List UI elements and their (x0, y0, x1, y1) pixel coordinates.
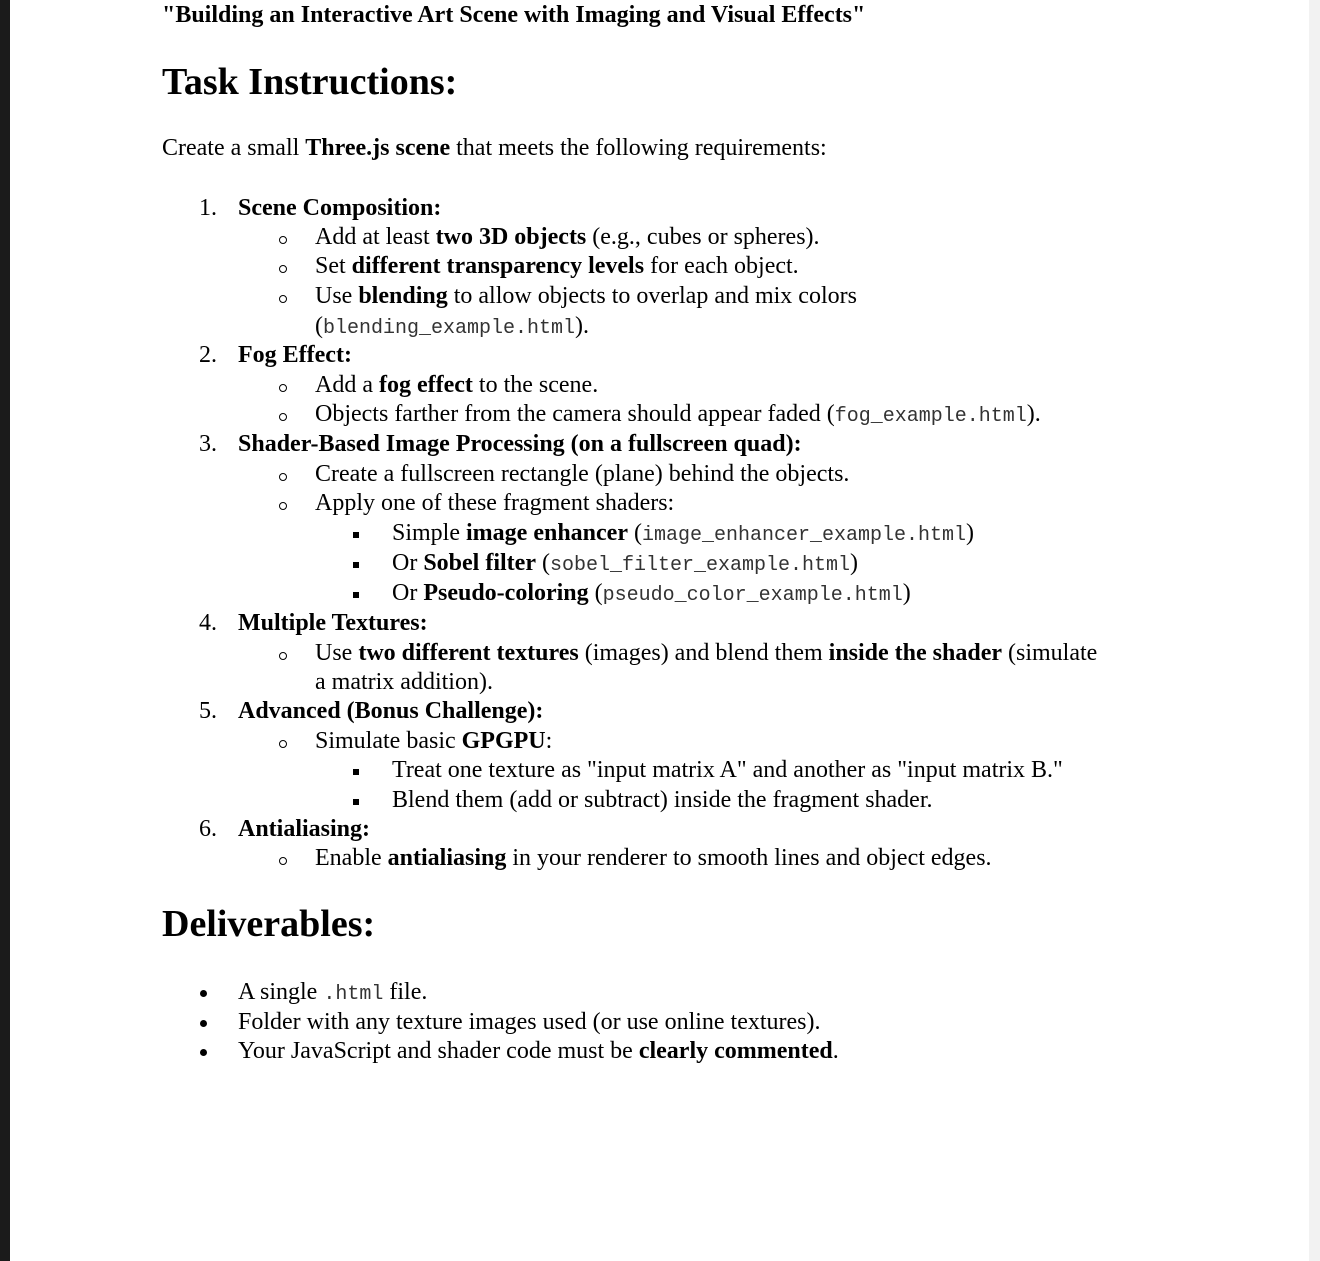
section-title-text: Fog Effect: (238, 342, 352, 368)
item-text: : (545, 728, 553, 754)
item-bold: two 3D objects (435, 224, 587, 250)
intro-paragraph (162, 132, 827, 164)
disc-bullet (200, 990, 207, 997)
section-4-number: 4. (199, 610, 217, 636)
item-text: to allow objects to overlap and mix colors (447, 283, 857, 309)
section-3-subitem-2 (392, 548, 858, 581)
section-1-item-3-cont (315, 311, 589, 344)
section-4-item-1 (315, 638, 1097, 668)
item-text: ) (850, 550, 859, 576)
item-text: (e.g., cubes or spheres). (586, 224, 820, 250)
circle-bullet (279, 857, 287, 865)
section-5-subitem-2 (392, 785, 933, 815)
item-text: Use (315, 640, 359, 666)
item-text: Your JavaScript and shader code must be (238, 1038, 639, 1064)
section-5-item-1 (315, 726, 552, 756)
section-title-text: Antialiasing: (238, 816, 371, 842)
item-text: in your renderer to smooth lines and object edges. (506, 845, 992, 871)
item-bold: clearly commented (638, 1038, 833, 1064)
circle-bullet (279, 236, 287, 244)
section-3-title (238, 429, 802, 459)
item-text: Apply one of these fragment shaders: (315, 490, 675, 516)
task-instructions-heading: Task Instructions: (162, 61, 458, 103)
section-4-item-1-cont (315, 667, 493, 697)
disc-bullet (200, 1049, 207, 1056)
code-filename: image_enhancer_example.html (641, 524, 967, 547)
item-text: . (832, 1038, 839, 1064)
item-text: to the scene. (472, 372, 599, 398)
intro-bold: Three.js scene (305, 135, 451, 161)
section-4-title (238, 608, 428, 638)
document-title: "Building an Interactive Art Scene with Imaging and Visual Effects" (162, 2, 866, 28)
item-text: Add a (315, 372, 379, 398)
code-filename: blending_example.html (323, 317, 576, 340)
section-2-item-1 (315, 370, 598, 400)
deliverable-item-2 (238, 1007, 821, 1037)
section-6-number: 6. (199, 816, 217, 842)
code-filename: sobel_filter_example.html (549, 554, 851, 577)
item-bold: image enhancer (466, 520, 628, 546)
item-text: ( (588, 580, 603, 606)
item-text: file. (383, 979, 428, 1005)
section-title-text: Shader-Based Image Processing (on a fullscreen quad): (238, 431, 802, 457)
section-2-number: 2. (199, 342, 217, 368)
circle-bullet (279, 384, 287, 392)
section-6-item-1 (315, 843, 992, 873)
item-bold: GPGPU (461, 728, 546, 754)
circle-bullet (279, 473, 287, 481)
circle-bullet (279, 740, 287, 748)
code-filename: pseudo_color_example.html (602, 584, 903, 607)
section-title-text: Multiple Textures: (238, 610, 428, 636)
circle-bullet (279, 295, 287, 303)
circle-bullet (279, 652, 287, 660)
square-bullet (353, 562, 359, 568)
item-text: ). (575, 313, 590, 339)
intro-text-end: that meets the following requirements: (450, 135, 827, 161)
section-1-number: 1. (199, 195, 217, 221)
section-2-item-2 (315, 399, 1041, 432)
item-bold: antialiasing (387, 845, 507, 871)
item-text: (simulate (1002, 640, 1098, 666)
section-title-text: Advanced (Bonus Challenge): (238, 698, 544, 724)
deliverables-heading: Deliverables: (162, 903, 376, 945)
document-page (10, 0, 1309, 1261)
section-5-title (238, 696, 543, 726)
circle-bullet (279, 413, 287, 421)
item-text: Objects farther from the camera should appear faded ( (315, 401, 835, 427)
section-6-title (238, 814, 370, 844)
section-5-number: 5. (199, 698, 217, 724)
section-title-text: Scene Composition: (238, 195, 442, 221)
section-3-number: 3. (199, 431, 217, 457)
item-text: Blend them (add or subtract) inside the fragment shader. (392, 787, 933, 813)
item-bold: blending (358, 283, 448, 309)
item-text: Create a fullscreen rectangle (plane) behind the objects. (315, 461, 850, 487)
item-text: Use (315, 283, 359, 309)
item-bold: two different textures (358, 640, 579, 666)
item-text: ( (315, 313, 323, 339)
section-3-subitem-1 (392, 518, 974, 551)
item-text: Set (315, 253, 352, 279)
item-text: Enable (315, 845, 388, 871)
item-bold: Sobel filter (423, 550, 536, 576)
item-text: for each object. (644, 253, 799, 279)
section-2-title (238, 340, 352, 370)
intro-text: Create a small (162, 135, 306, 161)
deliverable-item-3 (238, 1036, 839, 1066)
item-text: ( (535, 550, 550, 576)
item-text: ) (966, 520, 975, 546)
section-1-item-2 (315, 251, 799, 281)
item-text: (images) and blend them (578, 640, 829, 666)
circle-bullet (279, 265, 287, 273)
item-bold: different transparency levels (351, 253, 645, 279)
item-text: Add at least (315, 224, 436, 250)
item-text: ( (627, 520, 642, 546)
item-bold: Pseudo-coloring (423, 580, 589, 606)
section-1-item-1 (315, 222, 820, 252)
item-bold: fog effect (378, 372, 473, 398)
section-1-title (238, 193, 441, 223)
item-text: a matrix addition). (315, 669, 493, 695)
item-text: Or (392, 550, 424, 576)
disc-bullet (200, 1020, 207, 1027)
code-filename: fog_example.html (834, 405, 1027, 428)
item-text: ). (1026, 401, 1041, 427)
square-bullet (353, 592, 359, 598)
deliverable-item-1 (238, 977, 427, 1010)
item-bold: inside the shader (828, 640, 1003, 666)
section-3-item-2 (315, 488, 674, 518)
item-text: Simple (392, 520, 467, 546)
section-1-item-3 (315, 281, 857, 311)
item-text: ) (902, 580, 911, 606)
item-text: Or (392, 580, 424, 606)
code-filename: .html (323, 983, 384, 1006)
item-text: Folder with any texture images used (or use online textures). (238, 1009, 821, 1035)
item-text: Simulate basic (315, 728, 462, 754)
item-text: Treat one texture as "input matrix A" and another as "input matrix B." (392, 757, 1063, 783)
viewer-edge (1309, 0, 1320, 1261)
section-5-subitem-1 (392, 755, 1063, 785)
item-text: A single (238, 979, 324, 1005)
section-3-subitem-3 (392, 578, 911, 611)
square-bullet (353, 799, 359, 805)
section-3-item-1 (315, 459, 849, 489)
square-bullet (353, 532, 359, 538)
circle-bullet (279, 502, 287, 510)
square-bullet (353, 769, 359, 775)
